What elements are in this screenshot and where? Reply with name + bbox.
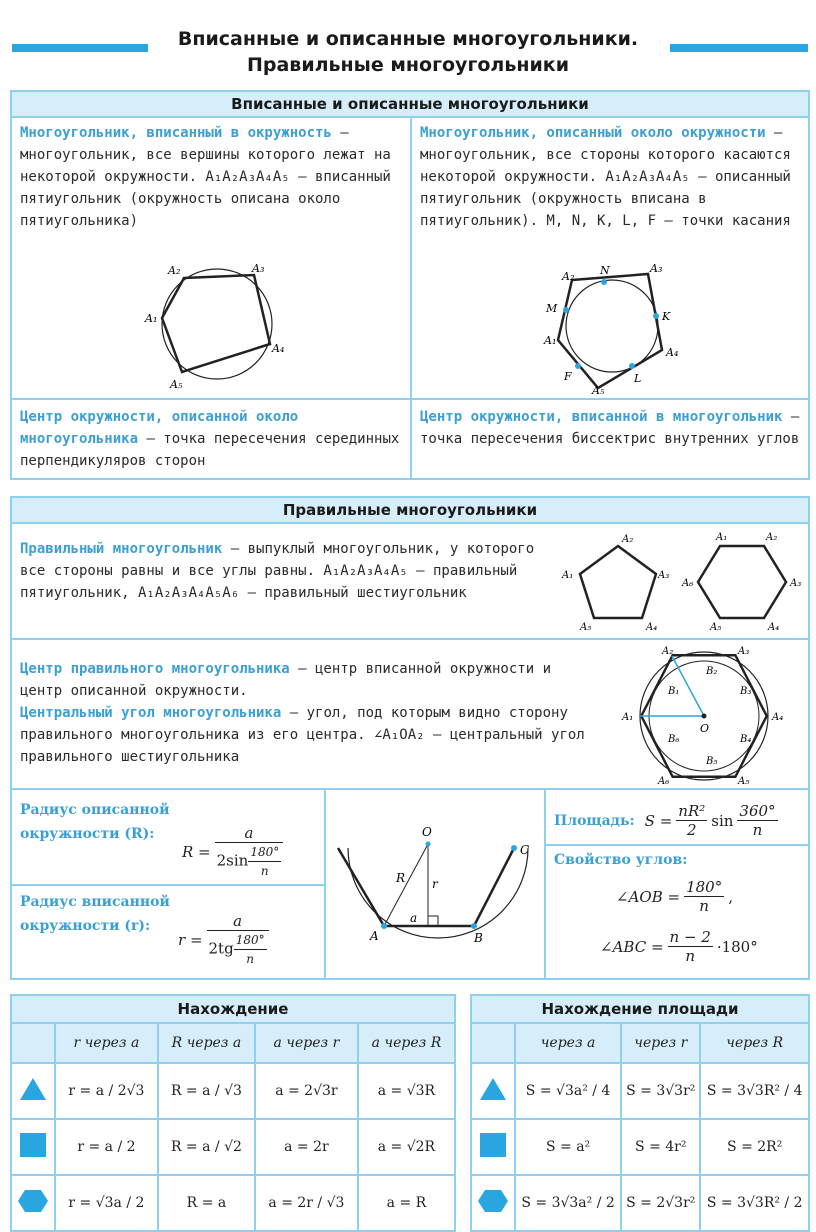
vertex-label: A₁: [622, 712, 634, 723]
incenter-definition: [420, 406, 804, 450]
definition-text: — центр вписанной окружности и центр описанной окружности.: [20, 661, 552, 699]
point-label: M: [546, 302, 558, 315]
vertex-label: A₄: [272, 342, 285, 355]
formula-function: sin: [711, 811, 734, 830]
formula-lhs: r =: [178, 931, 203, 949]
title-text: [150, 26, 666, 78]
definition-text: — угол, под которым видно сторону правильного многоугольника из его центра. ∠A₁OA₂ — центральный угол правильного шестиугольника: [20, 705, 585, 765]
vertex-label: A₃: [738, 646, 750, 657]
term: Центр окружности, вписанной в многоугольник: [420, 409, 783, 425]
section-regular: [10, 496, 810, 980]
regular-definition: [20, 538, 550, 604]
divider: [12, 884, 324, 886]
vertex-label: A₃: [252, 262, 265, 275]
vertex-label: A₃: [650, 262, 663, 275]
area-label: Площадь:: [554, 812, 635, 829]
definition-text: — многоугольник, все вершины которого лежат на некоторой окружности. A₁A₂A₃A₄A₅ — вписанный пятиугольник (окружность описана около пятиугольника): [20, 125, 391, 229]
inscribed-definition: [20, 122, 404, 232]
shape-column-header: [471, 1023, 515, 1063]
formula-numerator: 180°: [248, 843, 281, 862]
area-table-header-box: [470, 994, 810, 1022]
divider: [544, 790, 546, 978]
table-cell: r = √3a / 2: [55, 1175, 158, 1231]
title-rule-left: [12, 44, 148, 52]
definition-text: — точка пересечения серединных перпендикуляров сторон: [20, 431, 400, 469]
divider: [324, 790, 326, 978]
formula-denominator: n: [699, 897, 709, 915]
regular-pentagon-diagram: [560, 528, 680, 634]
term: Правильный многоугольник: [20, 541, 223, 557]
vertex-label: A₄: [646, 622, 658, 633]
formula-lhs: ∠ABC =: [600, 937, 664, 956]
central-angle-diagram: [618, 644, 800, 784]
point-label: F: [564, 370, 572, 383]
triangle-icon: [471, 1063, 515, 1119]
formula-lhs: S =: [644, 811, 673, 830]
table-cell: S = 2R²: [700, 1119, 809, 1175]
point-label: B₅: [706, 756, 718, 767]
column-header: через R: [700, 1023, 809, 1063]
table-cell: R = a / √2: [158, 1119, 255, 1175]
point-label: B₃: [740, 686, 752, 697]
divider: [410, 118, 412, 478]
vertex-label: A₅: [580, 622, 592, 633]
table-cell: a = √2R: [358, 1119, 455, 1175]
table-row: [471, 1063, 809, 1119]
formula-denominator: 2sin: [216, 851, 249, 870]
table-cell: S = 2√3r²: [621, 1175, 700, 1231]
regular-hexagon-diagram: [680, 528, 806, 634]
vertex-label: A₃: [790, 578, 802, 589]
vertex-label: A₃: [658, 570, 670, 581]
find-table: [10, 1022, 456, 1232]
point-label: K: [662, 310, 671, 323]
inscribed-pentagon-diagram: [142, 260, 292, 392]
divider: [12, 788, 808, 790]
formula-denominator: n: [246, 952, 255, 966]
vertex-label: A₂: [622, 534, 634, 545]
circumcenter-definition: [20, 406, 404, 472]
point-label: O: [422, 825, 432, 839]
table-cell: r = a / 2√3: [55, 1063, 158, 1119]
page-title: [0, 0, 816, 84]
formula-numerator: 180°: [234, 931, 267, 950]
table-cell: S = a²: [515, 1119, 621, 1175]
title-line-2: Правильные многоугольники: [246, 54, 570, 76]
center-definition: [20, 658, 592, 768]
table-cell: S = 4r²: [621, 1119, 700, 1175]
point-label: N: [600, 264, 610, 277]
section-inscribed: [10, 90, 810, 480]
title-line-1: Вписанные и описанные многоугольники.: [177, 28, 639, 50]
radius-r-label: Радиус вписанной окружности (r):: [20, 894, 170, 934]
formula-denominator: 2tg: [208, 939, 234, 958]
formula-lhs: R =: [182, 843, 211, 861]
square-icon: [11, 1119, 55, 1175]
point-label: B₄: [740, 734, 752, 745]
shape-column-header: [11, 1023, 55, 1063]
vertex-label: A₂: [766, 532, 778, 543]
formula-denominator: 2: [686, 821, 697, 839]
table-cell: S = 3√3a² / 2: [515, 1175, 621, 1231]
vertex-label: A₂: [662, 646, 674, 657]
triangle-icon: [11, 1063, 55, 1119]
vertex-label: A₅: [170, 378, 183, 391]
column-header: a через r: [255, 1023, 358, 1063]
formula-denominator: n: [685, 947, 695, 965]
radius-R-formula: [182, 824, 283, 880]
column-header: a через R: [358, 1023, 455, 1063]
angle-abc-formula: [600, 928, 758, 965]
term: Центр окружности, описанной около многоугольника: [20, 409, 299, 447]
divider: [544, 844, 808, 846]
hexagon-icon: [11, 1175, 55, 1231]
vertex-label: A₆: [658, 776, 670, 784]
term: Многоугольник, описанный около окружности: [420, 125, 766, 141]
table-cell: a = 2√3r: [255, 1063, 358, 1119]
definition-text: — многоугольник, все стороны которого касаются некоторой окружности. A₁A₂A₃A₄A₅ — описанный пятиугольник (окружность вписана в пятиугольник). M, N, K, L, F — точки касания: [420, 125, 791, 229]
vertex-label: A₂: [168, 264, 181, 277]
segment-label: R: [396, 871, 406, 885]
radius-r-formula: [178, 912, 269, 968]
formula-lhs: ∠AOB =: [616, 887, 681, 906]
table-header: Нахождение площади: [472, 996, 808, 1024]
table-cell: R = a / √3: [158, 1063, 255, 1119]
circumscribed-pentagon-diagram: [540, 260, 690, 396]
table-cell: a = R: [358, 1175, 455, 1231]
vertex-label: A₁: [716, 532, 728, 543]
table-cell: a = 2r: [255, 1119, 358, 1175]
table-cell: a = 2r / √3: [255, 1175, 358, 1231]
formula-numerator: a: [215, 824, 284, 843]
formula-tail: ·180°: [716, 937, 758, 956]
title-rule-right: [670, 44, 808, 52]
formula-numerator: nR²: [678, 802, 706, 820]
segment-label: a: [410, 911, 418, 925]
formula-numerator: n − 2: [669, 928, 711, 946]
segment-label: r: [432, 877, 438, 891]
column-header: r через a: [55, 1023, 158, 1063]
point-label: B₁: [668, 686, 680, 697]
vertex-label: A₁: [562, 570, 574, 581]
divider: [12, 398, 808, 400]
term: Центр правильного многоугольника: [20, 661, 290, 677]
vertex-label: A₅: [710, 622, 722, 633]
radius-diagram: [328, 798, 542, 948]
vertex-label: A₄: [772, 712, 784, 723]
formula-denominator: n: [752, 821, 763, 839]
formula-denominator: n: [260, 864, 269, 878]
point-label: L: [634, 372, 642, 385]
circumscribed-definition: [420, 122, 804, 232]
angles-label: Свойство углов:: [554, 852, 688, 868]
center-label: O: [700, 722, 710, 735]
definition-text: — выпуклый многоугольник, у которого все стороны равны и все углы равны. A₁A₂A₃A₄A₅ — правильный пятиугольник, A₁A₂A₃A₄A₅A₆ — правильный шестиугольник: [20, 541, 535, 601]
vertex-label: A₅: [592, 384, 605, 396]
table-cell: S = 3√3R² / 2: [700, 1175, 809, 1231]
term: Центральный угол многоугольника: [20, 705, 282, 721]
section-header: Правильные многоугольники: [12, 498, 808, 524]
table-cell: a = √3R: [358, 1063, 455, 1119]
vertex-label: A₁: [544, 334, 557, 347]
area-table: [470, 1022, 810, 1232]
table-row: [11, 1175, 455, 1231]
vertex-label: A₂: [562, 270, 575, 283]
point-label: B₆: [668, 734, 680, 745]
term: Многоугольник, вписанный в окружность: [20, 125, 332, 141]
point-label: B: [474, 931, 483, 945]
section-header: Вписанные и описанные многоугольники: [12, 92, 808, 118]
formula-tail: ,: [728, 887, 733, 906]
vertex-label: A₅: [738, 776, 750, 784]
column-header: через r: [621, 1023, 700, 1063]
vertex-label: A₆: [682, 578, 694, 589]
table-row: [11, 1119, 455, 1175]
vertex-label: A₁: [145, 312, 158, 325]
formula-numerator: 360°: [739, 802, 776, 820]
find-table-header-box: [10, 994, 456, 1022]
table-cell: R = a: [158, 1175, 255, 1231]
radius-R-label: Радиус описанной окружности (R):: [20, 802, 170, 842]
table-header-row: [471, 1023, 809, 1063]
divider: [12, 638, 808, 640]
point-label: A: [370, 929, 379, 943]
table-cell: S = √3a² / 4: [515, 1063, 621, 1119]
angle-aob-formula: [616, 878, 733, 915]
vertex-label: A₄: [768, 622, 780, 633]
square-icon: [471, 1119, 515, 1175]
table-cell: S = 3√3r²: [621, 1063, 700, 1119]
table-row: [471, 1175, 809, 1231]
table-row: [471, 1119, 809, 1175]
point-label: B₂: [706, 666, 718, 677]
table-cell: r = a / 2: [55, 1119, 158, 1175]
table-header-row: [11, 1023, 455, 1063]
formula-numerator: a: [207, 912, 269, 931]
point-label: C: [520, 843, 530, 857]
table-header: Нахождение: [12, 996, 454, 1024]
column-header: через a: [515, 1023, 621, 1063]
column-header: R через a: [158, 1023, 255, 1063]
hexagon-icon: [471, 1175, 515, 1231]
table-cell: S = 3√3R² / 4: [700, 1063, 809, 1119]
definition-text: — точка пересечения биссектрис внутренних углов: [420, 409, 800, 447]
table-row: [11, 1063, 455, 1119]
area-formula: [554, 802, 778, 839]
formula-numerator: 180°: [686, 878, 723, 896]
vertex-label: A₄: [666, 346, 679, 359]
